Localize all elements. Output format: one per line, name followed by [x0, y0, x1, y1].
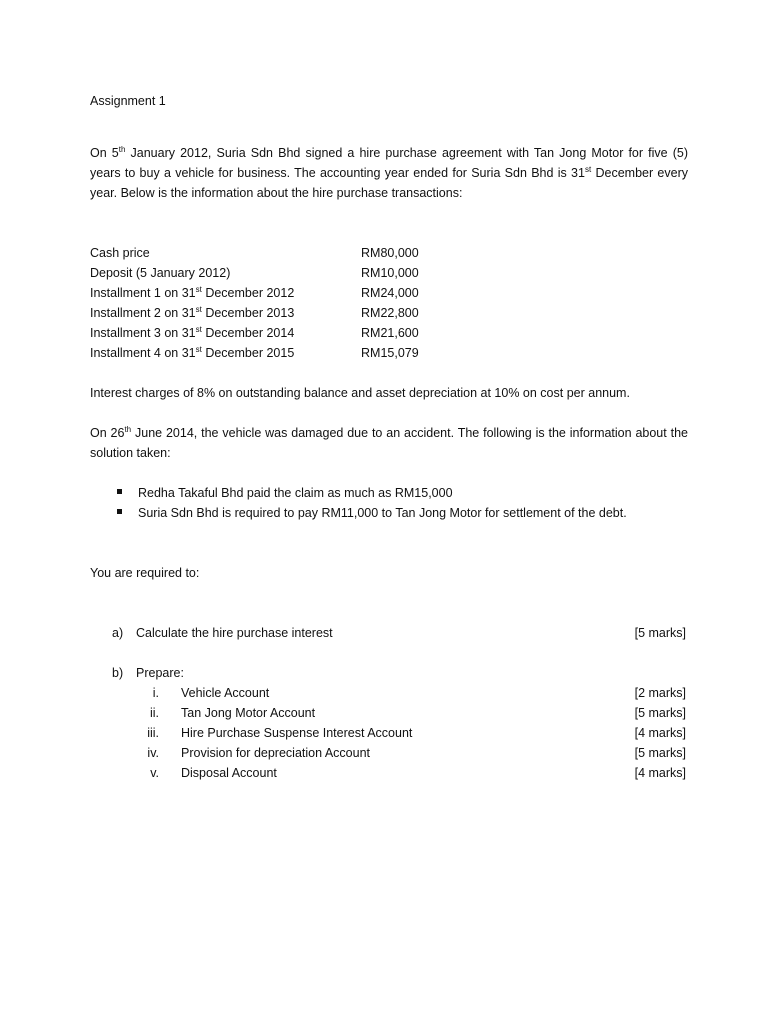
- subpart-row: [90, 723, 686, 743]
- subpart-row: [90, 683, 686, 703]
- transaction-row: [90, 343, 490, 363]
- question-text: Prepare:: [136, 666, 184, 680]
- accident-paragraph: On 26th June 2014, the vehicle was damaged due to an accident. The following is the information about the solution taken:: [90, 425, 688, 460]
- transaction-row: [90, 303, 490, 323]
- transaction-label: Cash price: [90, 246, 150, 260]
- interest-note: Interest charges of 8% on outstanding balance and asset depreciation at 10% on cost per annum.: [90, 386, 630, 400]
- subpart-number: i.: [152, 686, 159, 700]
- question-number: b): [112, 666, 124, 680]
- subpart-row: [90, 703, 686, 723]
- subpart-number: iv.: [147, 746, 159, 760]
- subpart-text: Hire Purchase Suspense Interest Account: [181, 726, 413, 740]
- subpart-row: [90, 743, 686, 763]
- subpart-text: Disposal Account: [181, 766, 277, 780]
- transaction-value: RM22,800: [361, 306, 419, 320]
- subpart-number: v.: [150, 766, 159, 780]
- transaction-row: [90, 323, 490, 343]
- subpart-number: ii.: [149, 706, 159, 720]
- transaction-value: RM21,600: [361, 326, 419, 340]
- transaction-row: [90, 283, 490, 303]
- assignment-title: Assignment 1: [90, 94, 166, 108]
- required-heading: You are required to:: [90, 566, 200, 580]
- transaction-value: RM10,000: [361, 266, 419, 280]
- question-marks: [5 marks]: [634, 626, 686, 640]
- intro-paragraph: On 5th January 2012, Suria Sdn Bhd signed a hire purchase agreement with Tan Jong Motor for five (5) years to buy a vehicle for business. The accounting year ended for Suria Sdn Bhd is 31st December every year. Below is the information about the hire purchase transactions:: [90, 145, 688, 200]
- transaction-value: RM15,079: [361, 346, 419, 360]
- subpart-text: Vehicle Account: [181, 686, 270, 700]
- transaction-label: Deposit (5 January 2012): [90, 266, 231, 280]
- transaction-label: Installment 2 on 31st December 2013: [90, 305, 295, 320]
- subpart-marks: [4 marks]: [634, 726, 686, 740]
- bullet-icon: [117, 489, 122, 494]
- transaction-label: Installment 1 on 31st December 2012: [90, 285, 295, 300]
- transaction-row: [90, 243, 490, 263]
- transaction-value: RM80,000: [361, 246, 419, 260]
- question-number: a): [112, 626, 124, 640]
- transaction-label: Installment 4 on 31st December 2015: [90, 345, 295, 360]
- bullet-item: Suria Sdn Bhd is required to pay RM11,000 to Tan Jong Motor for settlement of the debt.: [117, 503, 627, 523]
- question-a: [90, 623, 686, 643]
- question-b: [90, 663, 686, 683]
- transaction-label: Installment 3 on 31st December 2014: [90, 325, 295, 340]
- transactions-table: [90, 243, 490, 363]
- subpart-number: iii.: [147, 726, 159, 740]
- bullet-icon: [117, 509, 122, 514]
- subpart-row: [90, 763, 686, 783]
- subpart-text: Tan Jong Motor Account: [181, 706, 316, 720]
- transaction-row: [90, 263, 490, 283]
- subpart-marks: [5 marks]: [634, 746, 686, 760]
- subpart-marks: [4 marks]: [634, 766, 686, 780]
- subpart-marks: [2 marks]: [634, 686, 686, 700]
- transaction-value: RM24,000: [361, 286, 419, 300]
- question-text: Calculate the hire purchase interest: [136, 626, 333, 640]
- subpart-marks: [5 marks]: [634, 706, 686, 720]
- subpart-text: Provision for depreciation Account: [181, 746, 370, 760]
- bullet-item: Redha Takaful Bhd paid the claim as much as RM15,000: [117, 483, 453, 503]
